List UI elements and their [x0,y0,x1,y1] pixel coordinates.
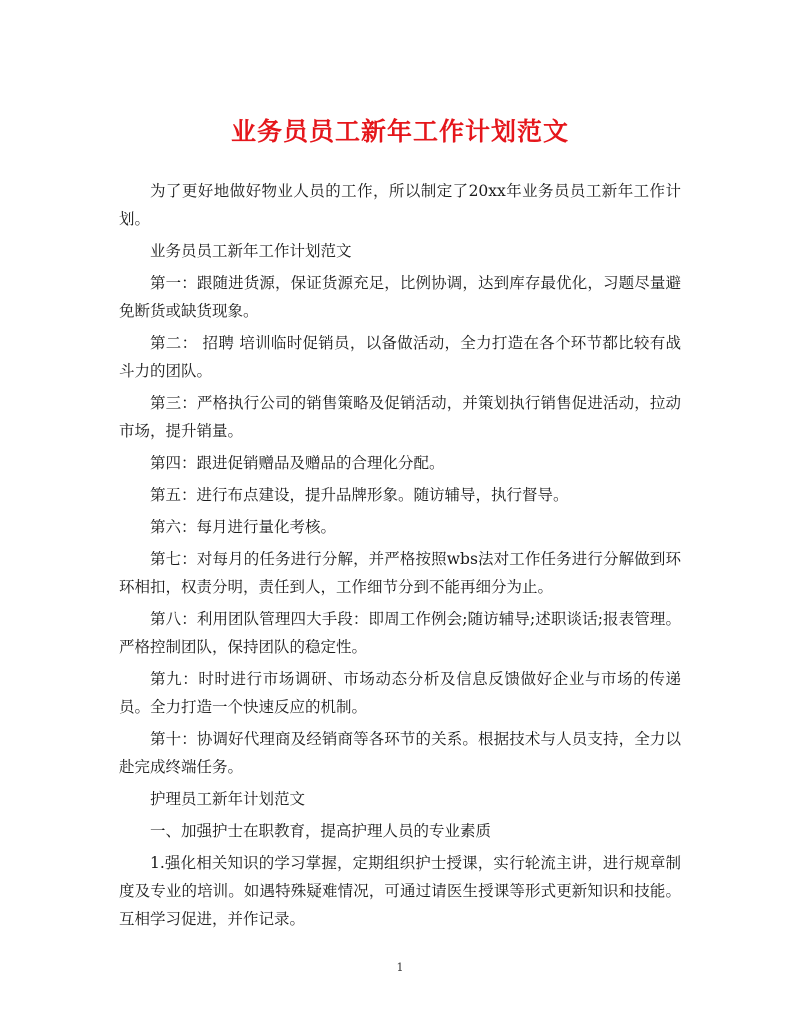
paragraph: 第二： 招聘 培训临时促销员，以备做活动，全力打造在各个环节都比较有战斗力的团队。 [119,334,681,380]
paragraph: 第十：协调好代理商及经销商等各环节的关系。根据技术与人员支持，全力以赴完成终端任务。 [119,730,681,776]
paragraph: 第八：利用团队管理四大手段：即周工作例会;随访辅导;述职谈话;报表管理。严格控制团队，保持团队的稳定性。 [119,610,681,656]
paragraph: 第四：跟进促销赠品及赠品的合理化分配。 [150,454,445,472]
paragraph: 第一：跟随进货源，保证货源充足，比例协调，达到库存最优化，习题尽量避免断货或缺货现象。 [119,274,681,320]
document-title: 业务员员工新年工作计划范文 [230,117,569,146]
section-heading: 护理员工新年计划范文 [150,790,306,808]
paragraph: 第三：严格执行公司的销售策略及促销活动，并策划执行销售促进活动，拉动市场，提升销量。 [119,394,681,440]
subsection-heading: 一、加强护士在职教育，提高护理人员的专业素质 [150,822,492,840]
paragraph: 第九：时时进行市场调研、市场动态分析及信息反馈做好企业与市场的传递员。全力打造一个快速反应的机制。 [119,670,681,716]
paragraph: 第六：每月进行量化考核。 [150,518,337,536]
paragraph: 第七：对每月的任务进行分解，并严格按照wbs法对工作任务进行分解做到环环相扣，权责分明，责任到人，工作细节分到不能再细分为止。 [119,550,681,596]
page-number: 1 [396,961,404,974]
section-heading: 业务员员工新年工作计划范文 [150,242,352,260]
document-body [119,177,681,937]
paragraph: 为了更好地做好物业人员的工作，所以制定了20xx年业务员员工新年工作计划。 [119,182,681,228]
paragraph: 1.强化相关知识的学习掌握，定期组织护士授课，实行轮流主讲，进行规章制度及专业的培训。如遇特殊疑难情况，可通过请医生授课等形式更新知识和技能。互相学习促进，并作记录。 [119,854,681,928]
paragraph: 第五：进行布点建设，提升品牌形象。随访辅导，执行督导。 [150,486,569,504]
